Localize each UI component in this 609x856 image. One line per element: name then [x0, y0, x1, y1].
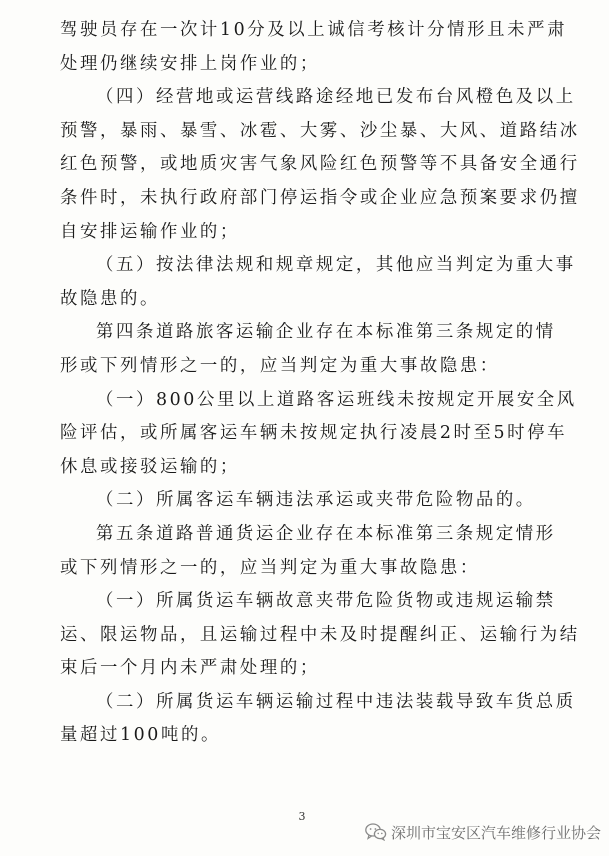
- watermark-text: 深圳市宝安区汽车维修行业协会: [390, 823, 601, 842]
- text-line: 形或下列情形之一的，应当判定为重大事故隐患：: [60, 355, 500, 376]
- document-body: [60, 14, 580, 753]
- text-line: 预警，暴雨、暴雪、冰雹、大雾、沙尘暴、大风、道路结冰: [60, 120, 580, 141]
- text-line: （五）按法律法规和规章规定，其他应当判定为重大事: [96, 255, 576, 276]
- text-line: （四）经营地或运营线路途经地已发布台风橙色及以上: [96, 87, 576, 108]
- text-line: 休息或接驳运输的；: [60, 456, 240, 477]
- wechat-icon: [365, 823, 387, 841]
- text-line: 束后一个月内未严肃处理的；: [60, 658, 320, 679]
- text-line: 故隐患的。: [60, 288, 160, 309]
- text-line: 驾驶员存在一次计10分及以上诚信考核计分情形且未严肃: [60, 20, 568, 40]
- watermark: [365, 820, 601, 844]
- text-line: 运、限运物品，且运输过程中未及时提醒纠正、运输行为结: [60, 624, 580, 645]
- text-line: 第四条道路旅客运输企业存在本标准第三条规定的情: [96, 322, 556, 343]
- text-line: 红色预警，或地质灾害气象风险红色预警等不具备安全通行: [60, 154, 580, 175]
- text-line: （一）所属货运车辆故意夹带危险货物或违规运输禁: [96, 591, 556, 612]
- text-line: （一）800公里以上道路客运班线未按规定开展安全风: [96, 389, 577, 410]
- text-line: 处理仍继续安排上岗作业的；: [60, 53, 320, 74]
- text-line: 险评估，或所属客运车辆未按规定执行凌晨2时至5时停车: [60, 423, 568, 444]
- text-line: 第五条道路普通货运企业存在本标准第三条规定情形: [96, 523, 556, 544]
- text-line: 量超过100吨的。: [60, 725, 221, 746]
- text-line: 条件时，未执行政府部门停运指令或企业应急预案要求仍擅: [60, 187, 580, 208]
- text-line: （二）所属客运车辆违法承运或夹带危险物品的。: [96, 490, 536, 511]
- page-number: 3: [298, 810, 306, 823]
- text-line: （二）所属货运车辆运输过程中违法装载导致车货总质: [96, 691, 576, 712]
- text-line: 自安排运输作业的；: [60, 221, 240, 242]
- text-line: 或下列情形之一的，应当判定为重大事故隐患：: [60, 557, 480, 578]
